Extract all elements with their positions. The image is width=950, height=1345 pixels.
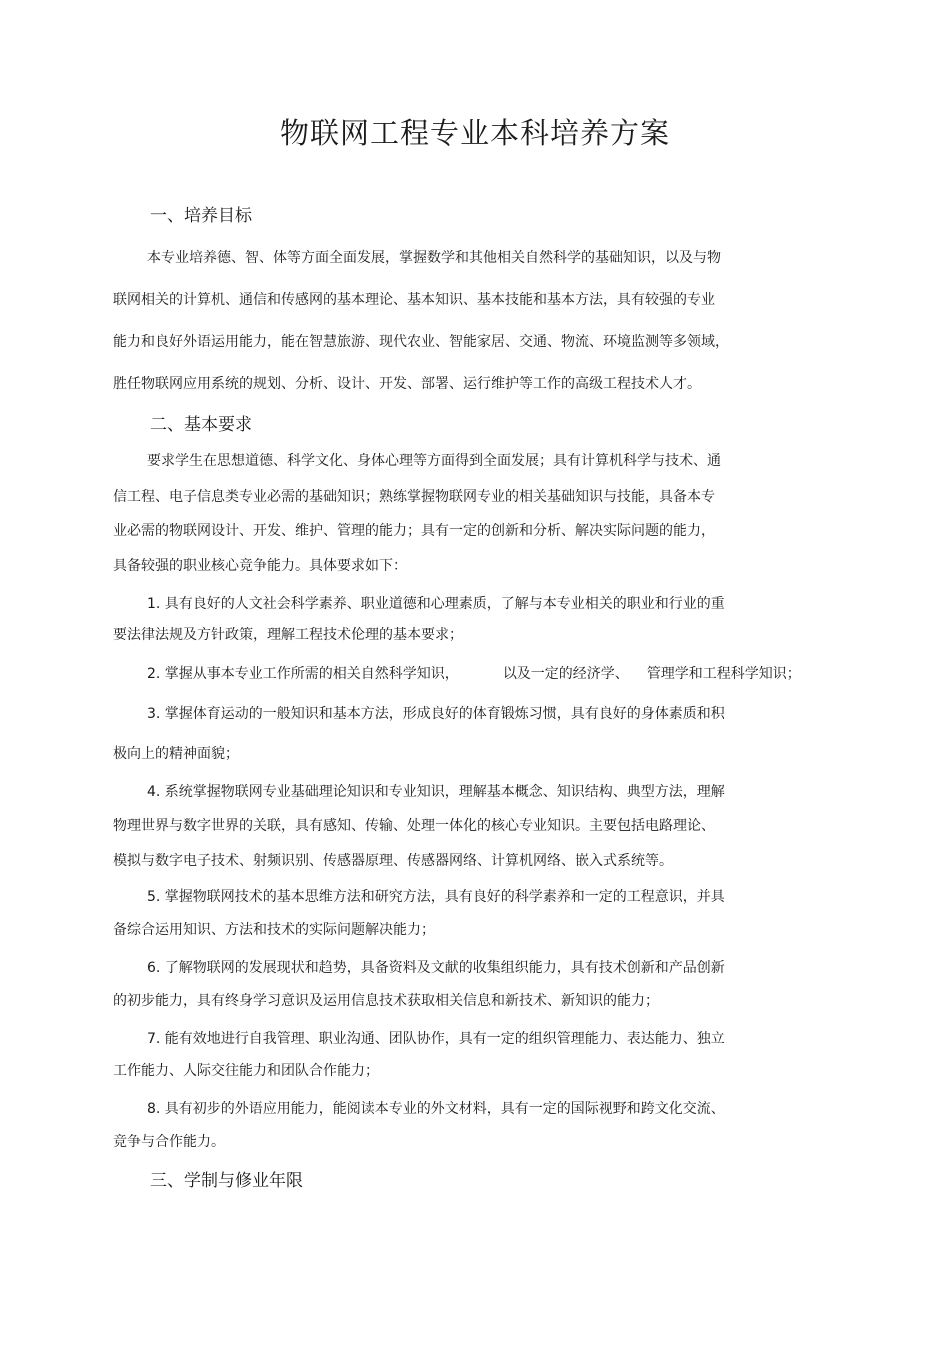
requirement-item-4-cont: 物理世界与数字世界的关联，具有感知、传输、处理一体化的核心专业知识。主要包括电路理论、 [113,818,715,834]
requirement-item-4: 4. 系统掌握物联网专业基础理论知识和专业知识，理解基本概念、知识结构、典型方法，理解 [147,784,725,800]
paragraph-line: 业必需的物联网设计、开发、维护、管理的能力；具有一定的创新和分析、解决实际问题的能力， [113,523,715,539]
requirement-item-1-cont: 要法律法规及方针政策，理解工程技术伦理的基本要求； [113,627,463,643]
requirement-item-8: 8. 具有初步的外语应用能力，能阅读本专业的外文材料，具有一定的国际视野和跨文化交流、 [147,1101,725,1117]
requirement-item-2-part-2: 以及一定的经济学、 [502,666,629,682]
requirement-item-5-cont: 备综合运用知识、方法和技术的实际问题解决能力； [113,922,435,938]
requirement-item-5: 5. 掌握物联网技术的基本思维方法和研究方法，具有良好的科学素养和一定的工程意识，并具 [147,889,725,905]
paragraph-line: 胜任物联网应用系统的规划、分析、设计、开发、部署、运行维护等工作的高级工程技术人才。 [113,376,701,392]
requirement-item-2-part-1: 2. 掌握从事本专业工作所需的相关自然科学知识， [147,666,459,682]
requirement-item-3: 3. 掌握体育运动的一般知识和基本方法，形成良好的体育锻炼习惯，具有良好的身体素质和积 [147,706,725,722]
section-heading-duration: 三、学制与修业年限 [150,1171,303,1191]
section-heading-objectives: 一、培养目标 [150,206,252,226]
paragraph-line: 具备较强的职业核心竞争能力。具体要求如下： [113,558,407,574]
requirement-item-4-cont: 模拟与数字电子技术、射频识别、传感器原理、传感器网络、计算机网络、嵌入式系统等。 [113,853,673,869]
document-title: 物联网工程专业本科培养方案 [279,116,670,150]
requirement-item-6-cont: 的初步能力，具有终身学习意识及运用信息技术获取相关信息和新技术、新知识的能力； [113,993,659,1009]
requirement-item-1: 1. 具有良好的人文社会科学素养、职业道德和心理素质，了解与本专业相关的职业和行业的重 [147,596,725,612]
paragraph-line: 本专业培养德、智、体等方面全面发展，掌握数学和其他相关自然科学的基础知识，以及与物 [147,250,721,266]
requirement-item-6: 6. 了解物联网的发展现状和趋势，具备资料及文献的收集组织能力，具有技术创新和产品创新 [147,960,725,976]
requirement-item-8-cont: 竞争与合作能力。 [113,1134,225,1150]
section-heading-requirements: 二、基本要求 [150,415,252,435]
requirement-item-2-part-3: 管理学和工程科学知识； [646,666,801,682]
paragraph-line: 信工程、电子信息类专业必需的基础知识；熟练掌握物联网专业的相关基础知识与技能，具备本专 [113,489,715,505]
requirement-item-2 [147,664,801,684]
requirement-item-7: 7. 能有效地进行自我管理、职业沟通、团队协作，具有一定的组织管理能力、表达能力、独立 [147,1031,725,1047]
paragraph-line: 联网相关的计算机、通信和传感网的基本理论、基本知识、基本技能和基本方法，具有较强的专业 [113,292,715,308]
requirement-item-7-cont: 工作能力、人际交往能力和团队合作能力； [113,1063,379,1079]
requirement-item-3-cont: 极向上的精神面貌； [113,746,239,762]
paragraph-line: 要求学生在思想道德、科学文化、身体心理等方面得到全面发展；具有计算机科学与技术、通 [147,453,721,469]
paragraph-line: 能力和良好外语运用能力，能在智慧旅游、现代农业、智能家居、交通、物流、环境监测等多领域， [113,334,729,350]
